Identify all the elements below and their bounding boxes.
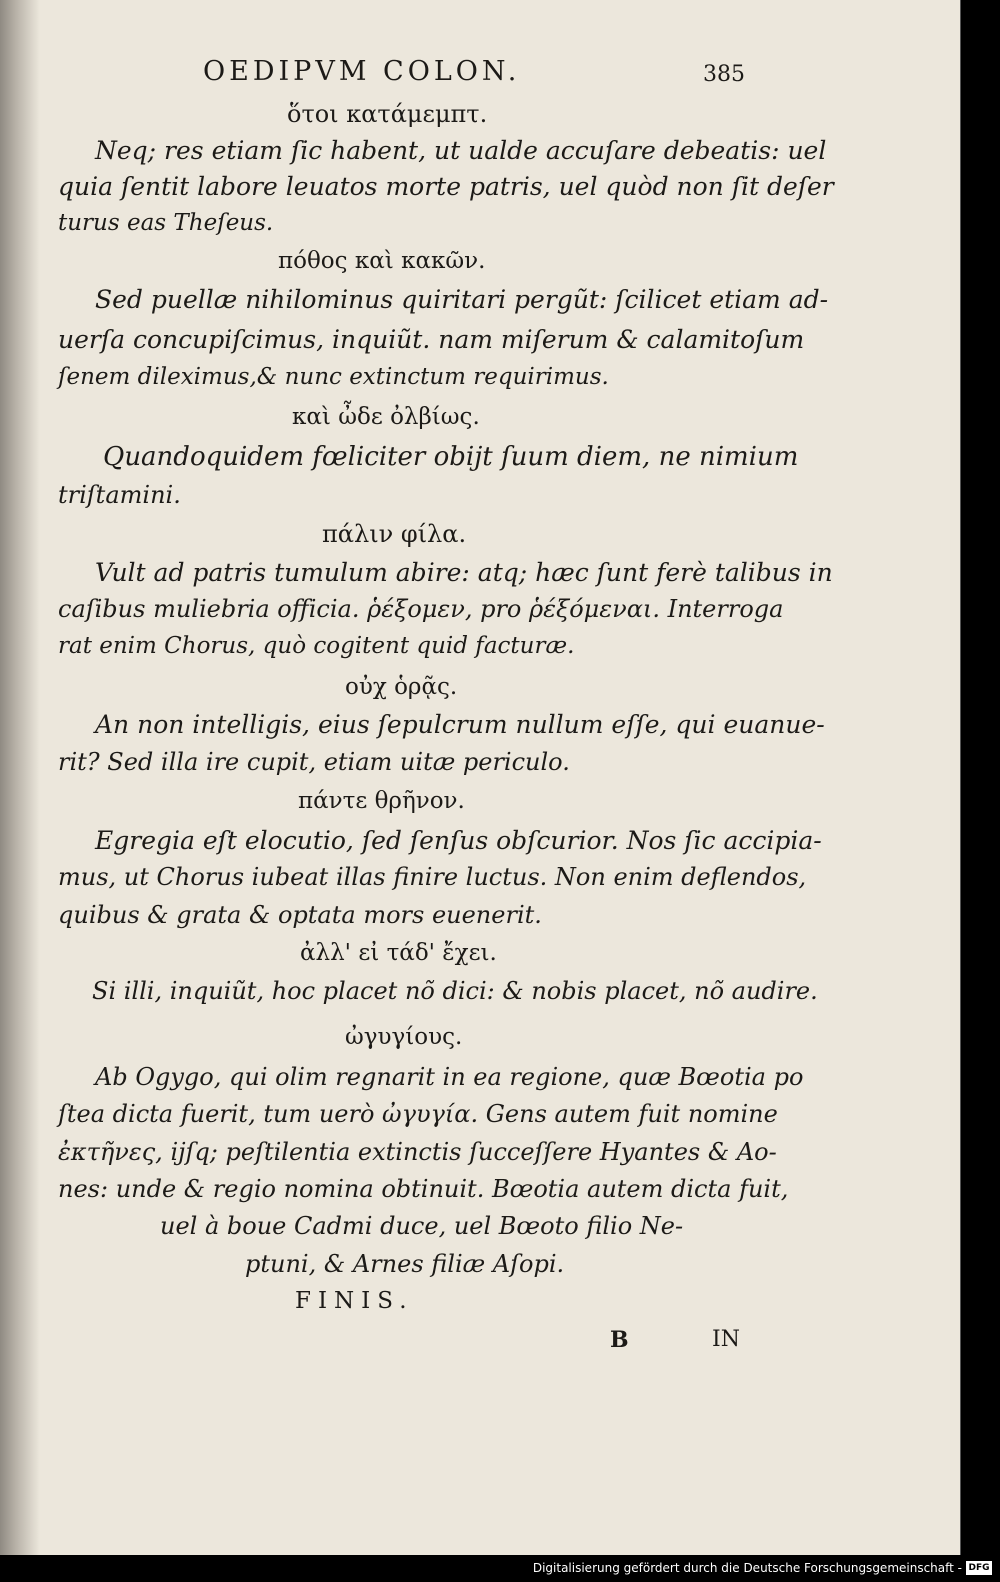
greek-lemma: ὅτοι κατάμεμπτ. [287, 100, 488, 128]
text-line: caſibus muliebria officia. ῥέξομεν, pro ῥέξόμεναι. Interroga [58, 595, 784, 623]
text-line: quibus & grata & optata mors euenerit. [58, 901, 542, 929]
text-line: mus, ut Chorus iubeat illas finire luctus. Non enim deflendos, [58, 863, 807, 891]
text-line: uel à boue Cadmi duce, uel Bœoto filio Ne- [160, 1212, 684, 1240]
text-line: Egregia eſt elocutio, ſed ſenſus obſcurior. Nos ſic accipia- [95, 826, 822, 855]
text-line: ſtea dicta fuerit, tum uerò ὠγυγία. Gens autem fuit nomine [58, 1100, 778, 1128]
digitization-footer [0, 1555, 1000, 1582]
text-line: turus eas Theſeus. [58, 210, 274, 236]
text-line: Vult ad patris tumulum abire: atq; hæc ſunt ferè talibus in [95, 558, 833, 587]
footer-credit: Digitalisierung gefördert durch die Deutsche Forschungsgemeinschaft - [532, 1561, 962, 1575]
dfg-logo: DFG [966, 1561, 992, 1575]
text-line: Neq; res etiam ſic habent, ut ualde accuſare debeatis: uel [95, 136, 827, 165]
page-number: 385 [703, 62, 745, 87]
greek-lemma: πάντε θρῆνον. [298, 788, 465, 814]
text-line: nes: unde & regio nomina obtinuit. Bœotia autem dicta fuit, [58, 1175, 789, 1203]
text-line: Ab Ogygo, qui olim regnarit in ea regione, quæ Bœotia po [95, 1063, 804, 1091]
text-line: ſenem dileximus,& nunc extinctum requirimus. [58, 364, 609, 390]
text-line: rit? Sed illa ire cupit, etiam uitæ periculo. [58, 748, 570, 776]
page-gutter-shadow [0, 0, 40, 1555]
text-line: ἐκτῆνες, ijſq; peſtilentia extinctis ſucceſſere Hyantes & Ao- [58, 1138, 777, 1166]
text-line: quia ſentit labore leuatos morte patris, uel quòd non ſit deſer [58, 172, 834, 201]
greek-lemma: πάλιν φίλα. [322, 520, 467, 548]
text-line: An non intelligis, eius ſepulcrum nullum eſſe, qui euanue- [95, 710, 825, 739]
greek-lemma: ὠγυγίους. [345, 1024, 463, 1050]
greek-lemma: καὶ ὦδε ὀλβίως. [292, 404, 480, 430]
signature-mark: B [610, 1327, 629, 1353]
text-line: rat enim Chorus, quò cogitent quid facturæ. [58, 633, 575, 659]
finis-label: FINIS. [295, 1288, 414, 1314]
text-line: triſtamini. [58, 481, 181, 509]
text-line: Sed puellæ nihilominus quiritari pergũt: ſcilicet etiam ad- [95, 285, 829, 314]
greek-lemma: ἀλλ' εἰ τάδ' ἔχει. [300, 940, 497, 966]
running-title: OEDIPVM COLON. [203, 56, 521, 87]
text-line: Quandoquidem fœliciter obijt ſuum diem, ne nimium [103, 442, 799, 472]
greek-lemma: οὐχ ὁρᾷς. [345, 674, 458, 700]
greek-lemma: πόθος καὶ κακῶν. [278, 248, 486, 274]
text-line: Si illi, inquiũt, hoc placet nõ dici: & nobis placet, nõ audire. [92, 977, 818, 1005]
text-line: uerſa concupiſcimus, inquiũt. nam miſerum & calamitoſum [58, 325, 805, 354]
catchword: IN [712, 1327, 740, 1352]
text-line: ptuni, & Arnes filiæ Aſopi. [245, 1250, 565, 1278]
